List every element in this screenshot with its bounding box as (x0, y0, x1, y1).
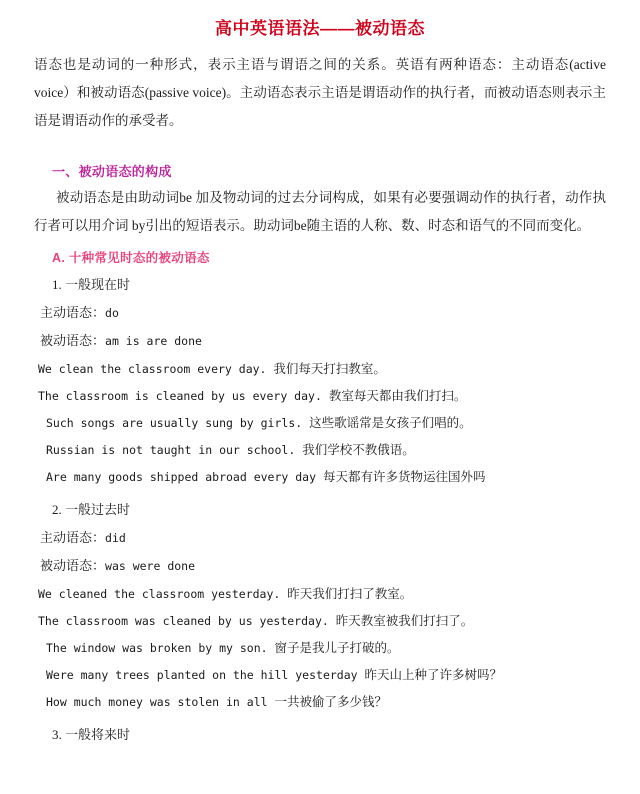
example-en: We cleaned the classroom yesterday. (38, 587, 281, 601)
example-en: The window was broken by my son. (46, 641, 268, 655)
example-en: Are many goods shipped abroad every day (46, 470, 317, 484)
example-cn: 昨天教室被我们打扫了。 (335, 614, 474, 628)
example-sentence (46, 410, 606, 437)
intro-paragraph: 语态也是动词的一种形式，表示主语与谓语之间的关系。英语有两种语态：主动语态(active voice）和被动语态(passive voice)。主动语态表示主语是谓语动作的执行者，而被动语态则表示主语是谓语动作的承受者。 (34, 57, 606, 128)
example-cn: 窗子是我儿子打破的。 (274, 641, 400, 655)
tense-block-3 (34, 722, 606, 748)
example-sentence (46, 635, 606, 662)
example-sentence (46, 464, 606, 491)
section-1-body: 被动语态是由助动词be 加及物动词的过去分词构成，如果有必要强调动作的执行者，动作执行者可以用介词 by引出的短语表示。助动词be随主语的人称、数、时态和语气的不同而变化。 (34, 190, 606, 233)
active-voice-line (40, 525, 606, 551)
active-voice-form: do (105, 306, 119, 320)
passive-voice-label: 被动语态： (40, 558, 106, 573)
example-en: How much money was stolen in all (46, 695, 268, 709)
example-sentence (38, 581, 606, 608)
tense-block-2 (34, 497, 606, 716)
example-cn: 这些歌谣常是女孩子们唱的。 (309, 416, 472, 430)
example-en: Such songs are usually sung by girls. (46, 416, 303, 430)
active-voice-line (40, 300, 606, 326)
page-title: 高中英语语法——被动语态 (215, 19, 425, 38)
example-en: Russian is not taught in our school. (46, 443, 296, 457)
active-voice-label: 主动语态： (40, 305, 106, 320)
example-cn: 一共被偷了多少钱？ (274, 695, 388, 709)
example-en: Were many trees planted on the hill yesterday (46, 668, 358, 682)
section-heading-A: A. 十种常见时态的被动语态 (52, 251, 210, 265)
tense-number: 2. 一般过去时 (52, 502, 131, 517)
example-en: The classroom was cleaned by us yesterday. (38, 614, 329, 628)
example-cn: 教室每天都由我们打扫。 (328, 389, 467, 403)
example-en: The classroom is cleaned by us every day. (38, 389, 322, 403)
section-heading-1: 一、被动语态的构成 (52, 164, 172, 179)
passive-voice-label: 被动语态： (40, 333, 106, 348)
tense-number: 3. 一般将来时 (52, 727, 131, 742)
example-en: We clean the classroom every day. (38, 362, 267, 376)
passive-voice-line (40, 328, 606, 354)
example-cn: 我们学校不教俄语。 (302, 443, 415, 457)
example-cn: 昨天我们打扫了教室。 (287, 587, 413, 601)
tense-number: 1. 一般现在时 (52, 277, 131, 292)
passive-voice-form: am is are done (105, 334, 202, 348)
example-sentence (46, 662, 606, 689)
example-sentence (38, 608, 606, 635)
passive-voice-form: was were done (105, 559, 196, 573)
example-cn: 每天都有许多货物运往国外吗 (322, 470, 486, 484)
active-voice-label: 主动语态： (40, 530, 106, 545)
example-sentence (38, 356, 606, 383)
example-sentence (46, 437, 606, 464)
active-voice-form: did (105, 531, 126, 545)
example-sentence (38, 383, 606, 410)
example-cn: 我们每天打扫教室。 (273, 362, 386, 376)
tense-block-1 (34, 272, 606, 491)
passive-voice-line (40, 553, 606, 579)
example-cn: 昨天山上种了许多树吗？ (364, 668, 503, 682)
example-sentence (46, 689, 606, 716)
